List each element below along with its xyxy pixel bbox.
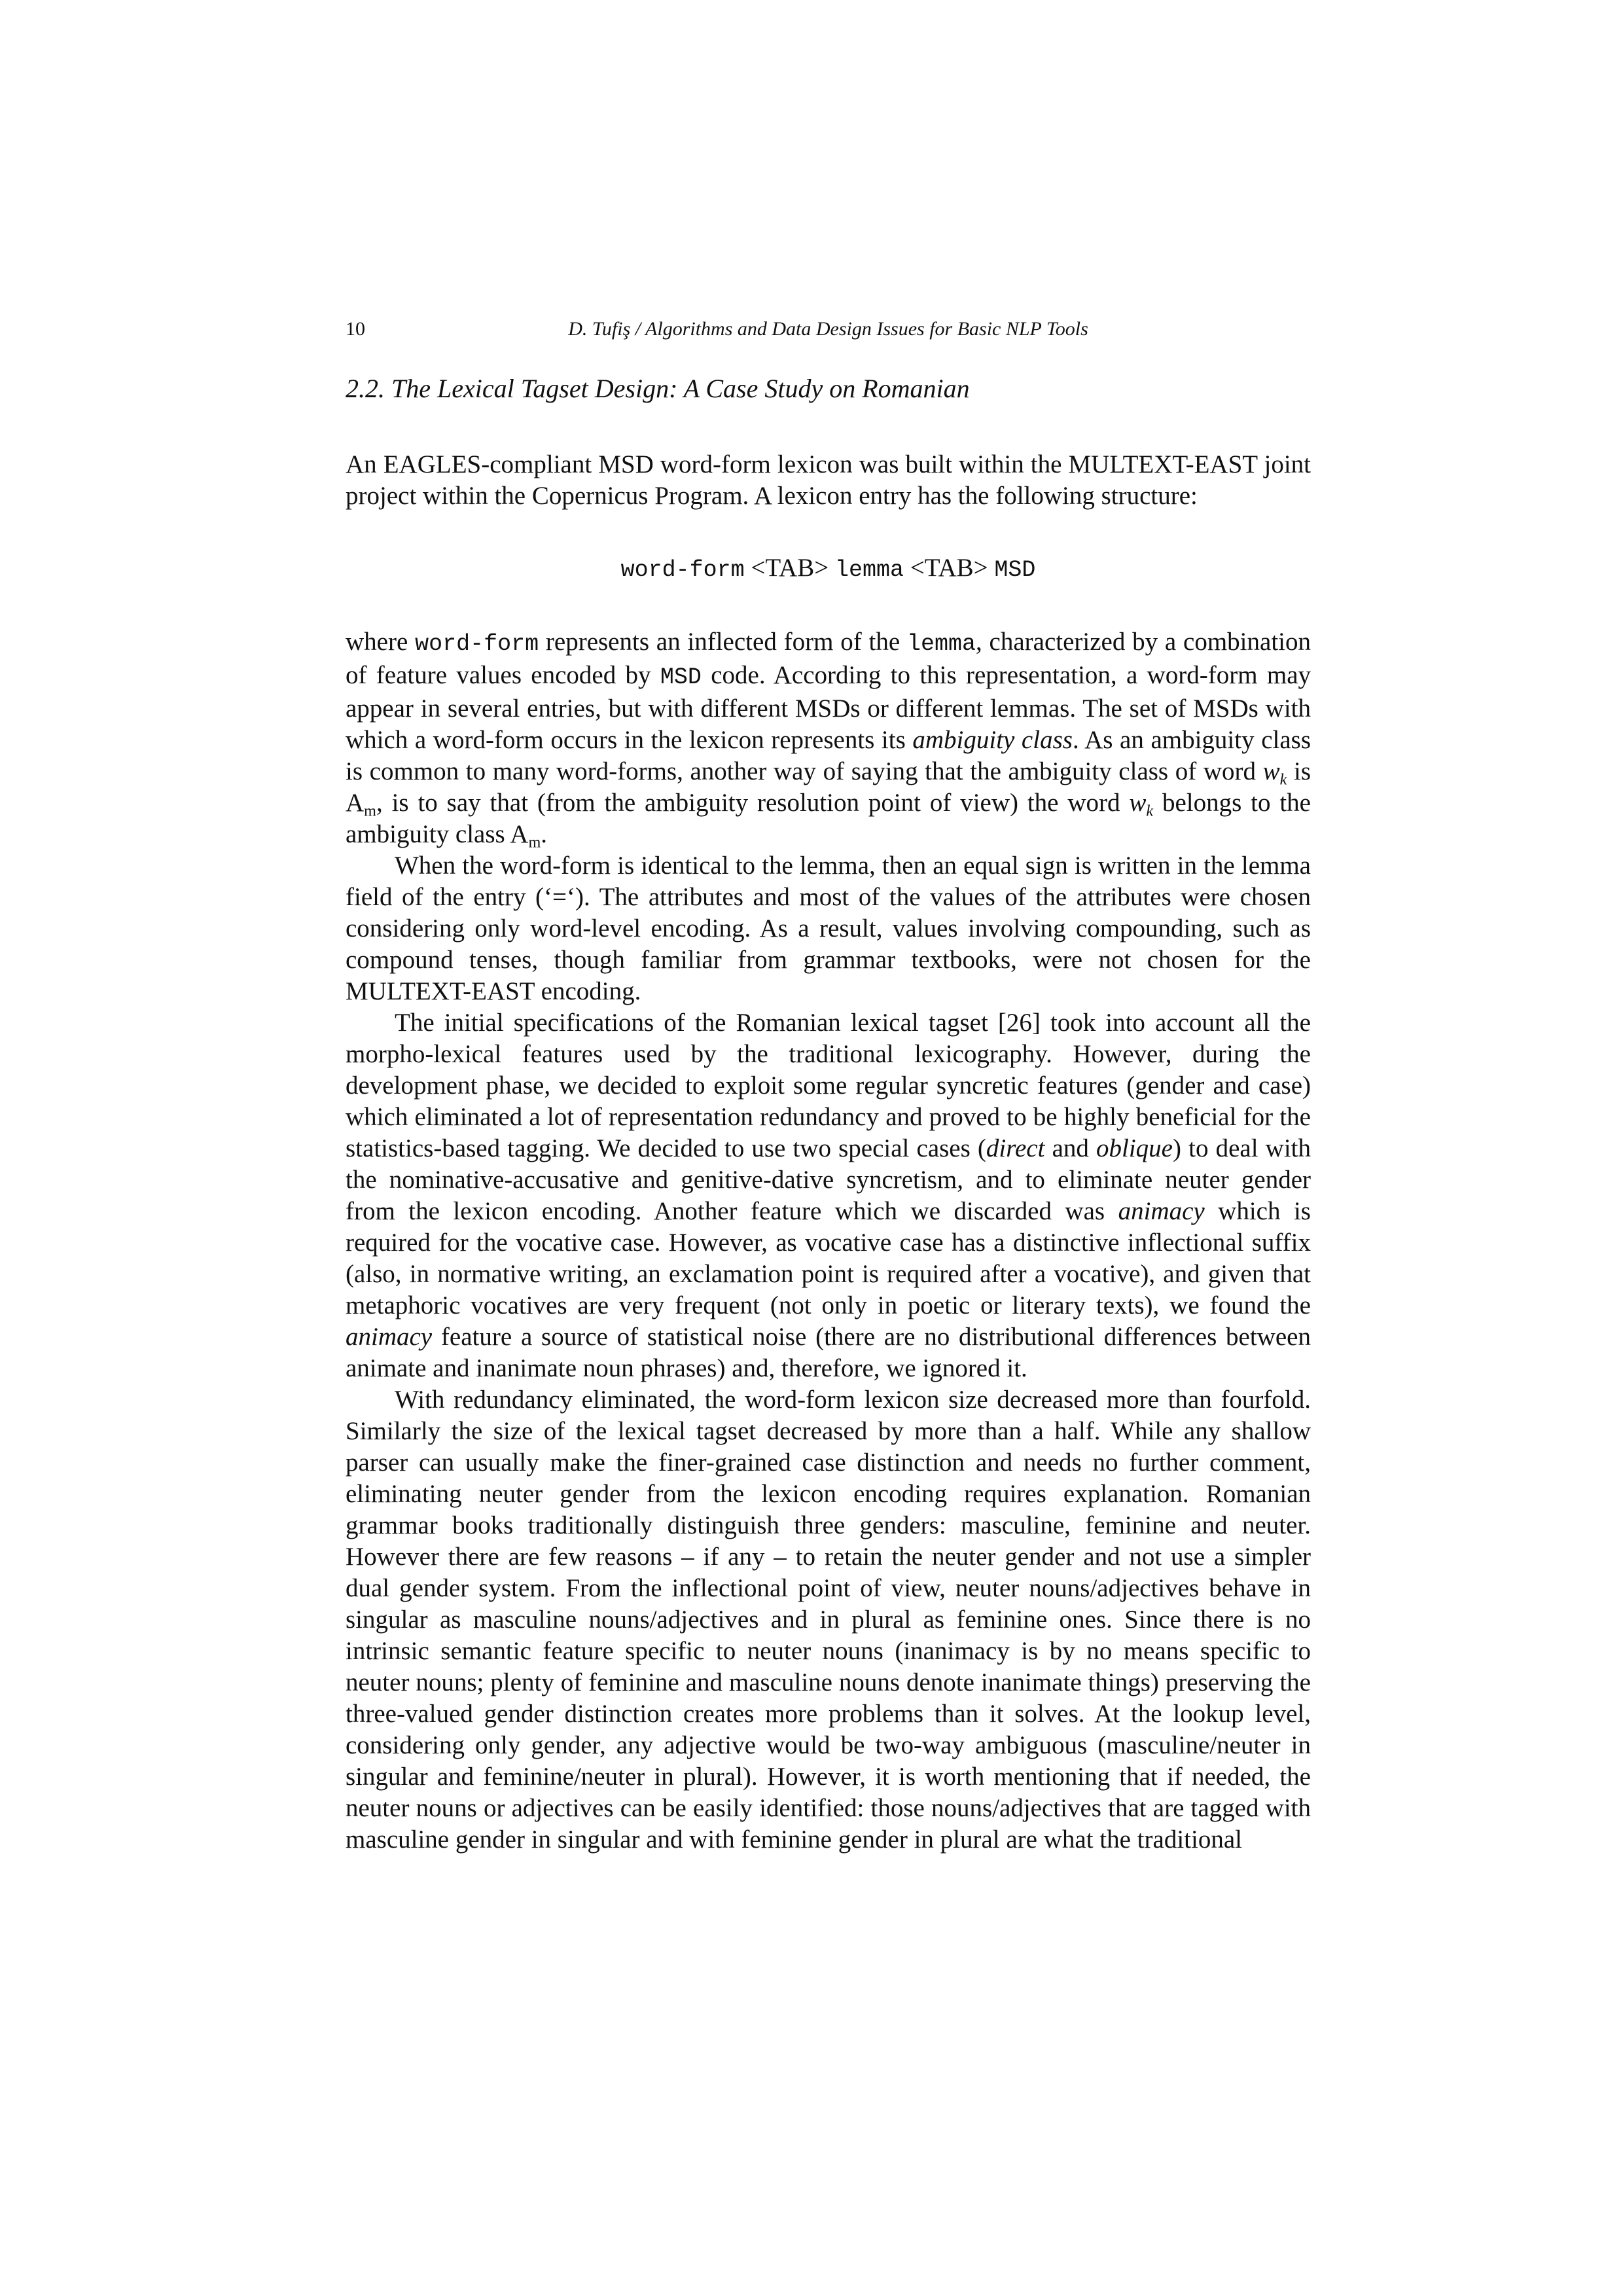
text-run: which is required for the vocative case. However, as vocative case has a distinctive inflectional suffix (also, in normative writing, an exclamation point is required after a vocative), and given that metaphoric vocatives are very frequent (not only in poetic or literary texts), we found the	[346, 1197, 1311, 1319]
math-subscript: m	[528, 833, 541, 852]
term-animacy: animacy	[346, 1323, 433, 1351]
math-w: w	[1262, 757, 1280, 785]
page-number: 10	[346, 318, 365, 340]
term-ambiguity-class: ambiguity class	[912, 726, 1073, 754]
math-subscript: m	[364, 802, 376, 820]
text-run: and	[1044, 1134, 1097, 1162]
text-run: . As an ambiguity class is common to many word-forms, another way of saying that the ambiguity class of word	[346, 726, 1311, 785]
text-run: feature a source of statistical noise (there are no distributional differences between animate and inanimate noun phrases) and, therefore, we ignored it.	[346, 1323, 1311, 1382]
text-run: , characterized by a combination of feature values encoded by	[346, 628, 1311, 689]
section-heading: 2.2. The Lexical Tagset Design: A Case Study on Romanian	[346, 374, 970, 403]
structure-msd: MSD	[994, 557, 1036, 583]
code-word-form: word-form	[415, 631, 539, 657]
text-run: , is to say that (from the ambiguity resolution point of view) the word	[376, 789, 1130, 817]
structure-lemma: lemma	[834, 557, 904, 583]
text-run: represents an inflected form of the	[539, 628, 907, 656]
code-lemma: lemma	[906, 631, 976, 657]
running-title: D. Tufiş / Algorithms and Data Design Issues for Basic NLP Tools	[568, 318, 1088, 340]
math-subscript: k	[1279, 770, 1287, 789]
term-direct: direct	[986, 1134, 1045, 1162]
text-run: where	[346, 628, 416, 656]
structure-tab-1: <TAB>	[751, 554, 829, 582]
lexicon-entry-structure	[346, 552, 1311, 586]
paragraph-redundancy: With redundancy eliminated, the word-form lexicon size decreased more than fourfold. Similarly the size of the lexical tagset decreased by more than a half. While any shallow parser can usually make the finer-grained case distinction and needs no further comment, eliminating neuter gender from the lexicon encoding requires explanation. Romanian grammar books traditionally distinguish three genders: masculine, feminine and neuter. However there are few reasons – if any – to retain the neuter gender and not use a simpler dual gender system. From the inflectional point of view, neuter nouns/adjectives behave in singular as masculine nouns/adjectives and in plural as feminine ones. Since there is no intrinsic semantic feature specific to neuter nouns (inanimacy is by no means specific to neuter nouns; plenty of feminine and masculine nouns denote inanimate things) preserving the three-valued gender distinction creates more problems than it solves. At the lookup level, considering only gender, any adjective would be two-way ambiguous (masculine/neuter in singular and feminine/neuter in plural). However, it is worth mentioning that if needed, the neuter nouns or adjectives can be easily identified: those nouns/adjectives that are tagged with masculine gender in singular and with feminine gender in plural are what the traditional	[346, 1386, 1311, 1854]
paragraph-ambiguity-class	[346, 626, 1311, 850]
text-run: .	[541, 820, 548, 848]
text-run: ) to deal with the nominative-accusative and genitive-dative syncretism, and to eliminate neuter gender from the lexicon encoding. Another feature which we discarded was	[346, 1134, 1311, 1225]
term-oblique: oblique	[1096, 1134, 1173, 1162]
term-animacy: animacy	[1118, 1197, 1205, 1225]
code-msd: MSD	[660, 664, 702, 691]
text-run: is A	[346, 757, 1311, 817]
structure-tab-2: <TAB>	[910, 554, 988, 582]
text-run: code. According to this representation, a word-form may appear in several entries, but with different MSDs or different lemmas. The set of MSDs with which a word-form occurs in the lexicon represents its	[346, 661, 1311, 754]
paragraph-tagset-specifications	[346, 1007, 1311, 1384]
text-run: The initial specifications of the Romanian lexical tagset [26] took into account all the morpho-lexical features used by the traditional lexicography. However, during the development phase, we decided to exploit some regular syncretic features (gender and case) which eliminated a lot of representation redundancy and proved to be highly beneficial for the statistics-based tagging. We decided to use two special cases (	[346, 1009, 1311, 1162]
text-run: belongs to the ambiguity class A	[346, 789, 1311, 848]
page-content	[346, 309, 1311, 1856]
intro-paragraph: An EAGLES-compliant MSD word-form lexicon was built within the MULTEXT-EAST joint project within the Copernicus Program. A lexicon entry has the following structure:	[346, 450, 1311, 510]
math-w: w	[1129, 789, 1147, 817]
structure-word-form: word-form	[620, 557, 745, 583]
paragraph-equal-sign: When the word-form is identical to the lemma, then an equal sign is written in the lemma field of the entry (‘=‘). The attributes and most of the values of the attributes were chosen considering only word-level encoding. As a result, values involving compounding, such as compound tenses, though familiar from grammar textbooks, were not chosen for the MULTEXT-EAST encoding.	[346, 852, 1311, 1005]
math-subscript: k	[1146, 802, 1154, 820]
running-header	[346, 309, 1311, 351]
